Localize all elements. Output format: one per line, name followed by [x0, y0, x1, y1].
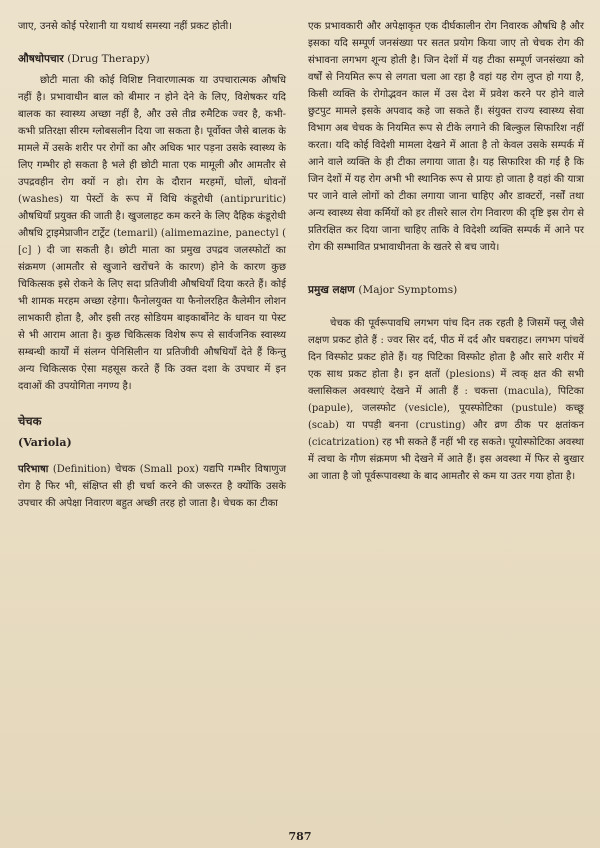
symptoms-paragraph: चेचक की पूर्वरूपावधि लगभग पांच दिन तक रहती है जिसमें फ्लू जैसे लक्षण प्रकट होते हैं : ज्वर सिर दर्द, पीठ में दर्द और घबराहट। लगभग पांचवें दिन विस्फोट प्रकट होते हैं। यह पिटिका विस्फोट होता है और सारे शरीर में एक साथ प्रकट होता है। इन क्षतों (plesions) में त्वक् क्षत की सभी क्लासिकल अवस्थाएं देखने में आती हैं : चकत्ता (macula), पिटिका (papule), जलस्फोट (vesicle), पूयस्फोटिका (pustule) कच्छू (scab) या पपड़ी बनना (crusting) और व्रण ठीक पर क्षतांकन (cicatrization) रह भी सकते हैं नहीं भी रह सकते। पूयोस्फोटिका अवस्था में त्वचा के गौण संक्रमण भी देखने में आते हैं। इस अवस्था में फिर से बुखार आ जाता है जो पूर्वरूपावस्था के बाद आमतौर से कम या उतर गया होता है।	[308, 318, 584, 482]
definition-label: परिभाषा	[18, 464, 49, 475]
drug-therapy-paragraph: छोटी माता की कोई विशिष्ट निवारणात्मक या उपचारात्मक औषधि नहीं है। प्रभावाधीन बाल को बीमार न होने देने के लिए, विशेषकर यदि बालक का स्वास्थ्य अच्छा नहीं है, और उसे तीव्र रुमैटिक ज्वर है, कभी-कभी प्रतिरक्षा सीरम ग्लोबसलीन दिया जा सकता है। पूर्वोक्त जैसे बालक के मामले में उसके शरीर पर रोगों का और अधिक भार पड़ना उसके स्वास्थ्य के लिए गम्भीर हो सकता है भले ही छोटी माता एक मामूली और आमतौर से उपद्रवहीन रोग क्यों न हो। रोग के दौरान मरहमों, घोलों, धोवनों (washes) या पेस्टों के रूप में विधि कंडूरोधी (antipruritic) औषधियाँ प्रयुक्त की जाती है। खुजलाहट कम करने के लिए दैहिक कंडूरोधी औषधि ट्राइमेप्राजीन टार्ट्रेट (temaril) (alimemazine, panectyl ( [c] ) दी जा सकती है। छोटी माता का प्रमुख उपद्रव जलस्फोटों का संक्रमण (आमतौर से खुजाने खरोंचने के कारण) होने के कारण कुछ चिकित्सक इसे रोकने के लिए सदा प्रतिजीवी औषधियाँ दिया करते हैं। कोई भी शामक मरहम अच्छा रहेगा। फैनोलयुक्त या फैनोलरहित कैलेमीन लोशन लाभकारी होता है, और इसी तरह सोडियम बाइकार्बोनेट के धावन या पेस्ट से भी आराम आता है। कुछ चिकित्सक विशेष रूप से सार्वजनिक स्वास्थ्य सम्बन्धी कार्यों में संलग्न पेनिसिलीन या प्रतिजीवी औषधियाँ देते हैं किन्तु अन्य चिकित्सक ऐसा महसूस करते हैं कि उक्त दशा के उपचार में इन दवाओं की उपयोगिता नगण्य है।	[18, 75, 286, 392]
major-symptoms-heading	[308, 282, 584, 299]
left-column	[18, 18, 286, 512]
drug-therapy-heading-hindi: औषधोपचार	[18, 53, 64, 65]
definition-text: यद्यपि गम्भीर विषाणुज रोग है फिर भी, संक्षिप्त सी ही चर्चा करने की जरूरत है क्योंकि उसके उपचार की अपेक्षा निवारण बहुत अच्छी तरह हो जाता है। चेचक का टीका	[18, 464, 287, 509]
major-symptoms-heading-english: (Major Symptoms)	[358, 284, 458, 296]
variola-heading: चेचक	[18, 414, 42, 428]
drug-therapy-heading	[18, 51, 286, 68]
definition-paragraph	[18, 461, 286, 512]
drug-therapy-heading-english: (Drug Therapy)	[67, 53, 150, 65]
page-number: 787	[288, 830, 312, 843]
major-symptoms-heading-hindi: प्रमुख लक्षण	[308, 284, 355, 296]
variola-english-heading: (Variola)	[18, 436, 72, 449]
vaccine-paragraph: एक प्रभावकारी और अपेक्षाकृत एक दीर्घकालीन रोग निवारक औषधि है और इसका यदि सम्पूर्ण जनसंख्या पर सतत प्रयोग किया जाए तो चेचक रोग की संभावना लगभग शून्य होती है। जिन देशों में यह टीका सम्पूर्ण जनसंख्या को वर्षों से नियमित रूप से लगता चला आ रहा है वहां यह रोग लुप्त हो गया है, किसी व्यक्ति के रोगोद्भवन काल में उस देश में प्रवेश करने पर होने वाले छुटपुट मामले इसके अपवाद कहे जा सकते हैं। संयुक्त राज्य स्वास्थ्य सेवा विभाग अब चेचक के नियमित रूप से टीके लगाने की बिल्कुल सिफारिश नहीं करता। यदि कोई विदेशी मामला देखने में आता है तो केवल उसके सम्पर्क में आने वाले व्यक्ति के ही टीका लगाया जाता है। यह सिफारिश की गई है कि जिन देशों में यह रोग अभी भी स्थानिक रूप से प्रायः हो जाता है वहां की यात्रा पर जाने वाले लोगों को टीका लगाया जाना चाहिए और डाक्टरों, नर्सों तथा अन्य स्वास्थ्य सेवा कर्मियों को हर तीसरे साल रोग निवारण की दृष्टि इस रोग से प्रतिरक्षित कर दिया जाना चाहिए ताकि वे विदेशी व्यक्ति सम्पर्क में आने पर रोग की सम्भावित प्रभावाधीनता के खतरे से बच जाये।	[308, 21, 584, 253]
intro-paragraph: जाए, उनसे कोई परेशानी या यथार्थ समस्या नहीं प्रकट होती।	[18, 21, 233, 32]
definition-label-english: (Definition) चेचक (Small pox)	[52, 464, 199, 475]
right-column	[308, 18, 584, 485]
